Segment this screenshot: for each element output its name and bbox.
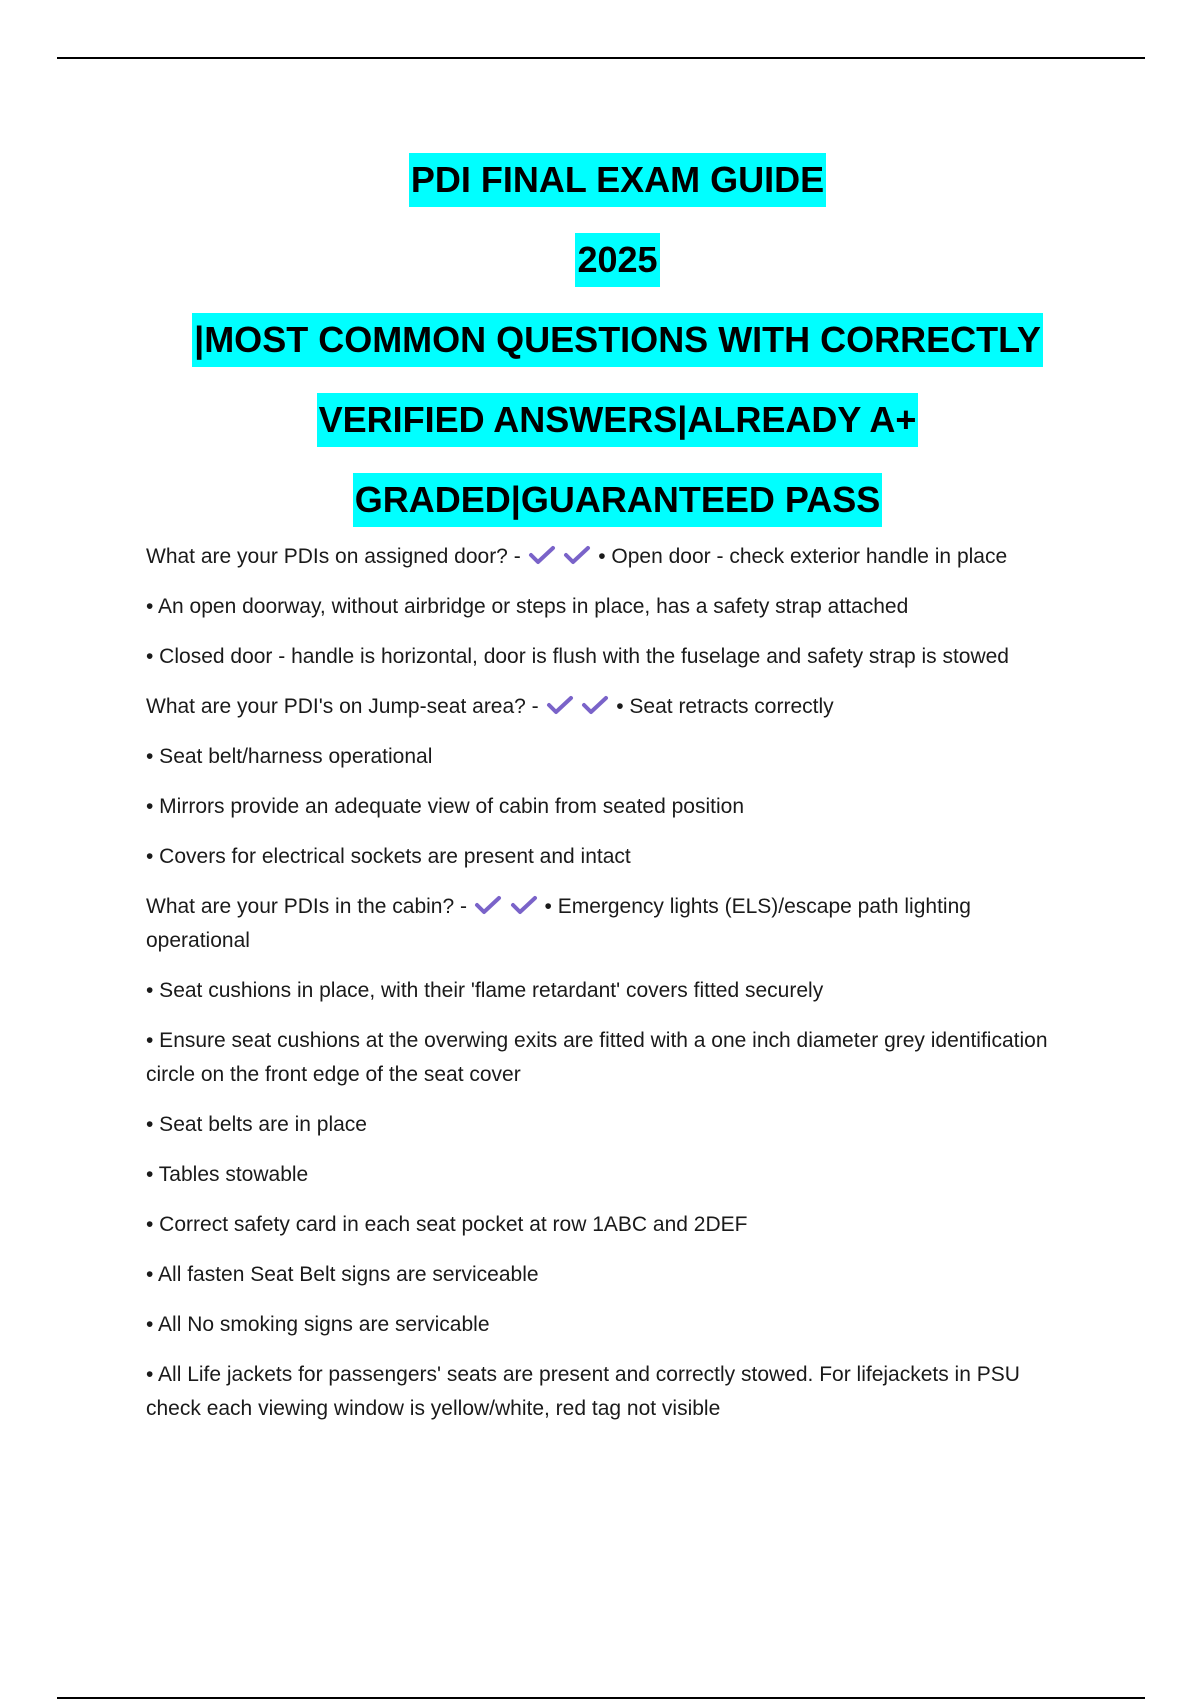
answer-text: • Emergency lights (ELS)/escape path lighting operational <box>146 895 971 952</box>
answer-item: • Correct safety card in each seat pocket at row 1ABC and 2DEF <box>146 1213 748 1236</box>
answer-text: • Open door - check exterior handle in place <box>598 545 1008 568</box>
answer-item: • Tables stowable <box>146 1163 309 1186</box>
document-title <box>0 140 1200 540</box>
answer-item: • Closed door - handle is horizontal, door is flush with the fuselage and safety strap is stowed <box>146 645 1009 668</box>
question-text: What are your PDIs on assigned door? - <box>146 545 521 568</box>
title-line-text: PDI FINAL EXAM GUIDE <box>409 153 826 207</box>
answer-text: • Seat retracts correctly <box>616 695 834 718</box>
title-line <box>0 300 1200 380</box>
answer-item: • Seat belts are in place <box>146 1113 367 1136</box>
question-paragraph <box>146 890 1066 958</box>
answer-item: • All fasten Seat Belt signs are serviceable <box>146 1263 539 1286</box>
answer-item: • Ensure seat cushions at the overwing exits are fitted with a one inch diameter grey identification circle on the front edge of the seat cover <box>146 1029 1048 1086</box>
question-paragraph <box>146 690 1066 724</box>
qa-content <box>146 540 1066 1442</box>
answer-item: • All Life jackets for passengers' seats are present and correctly stowed. For lifejackets in PSU check each viewing window is yellow/white, red tag not visible <box>146 1363 1020 1420</box>
title-line-text: VERIFIED ANSWERS|ALREADY A+ <box>317 393 919 447</box>
answer-item: • Covers for electrical sockets are present and intact <box>146 845 631 868</box>
check-icon <box>562 543 592 567</box>
answer-item: • Seat belt/harness operational <box>146 745 433 768</box>
question-paragraph <box>146 540 1066 574</box>
title-line <box>0 140 1200 220</box>
bottom-rule <box>57 1697 1145 1699</box>
question-text: What are your PDI's on Jump-seat area? - <box>146 695 539 718</box>
title-line <box>0 380 1200 460</box>
answer-item: • An open doorway, without airbridge or steps in place, has a safety strap attached <box>146 595 909 618</box>
check-icon <box>545 693 575 717</box>
title-line <box>0 460 1200 540</box>
title-line-text: GRADED|GUARANTEED PASS <box>353 473 882 527</box>
answer-item: • Mirrors provide an adequate view of cabin from seated position <box>146 795 744 818</box>
check-icon <box>473 893 503 917</box>
question-text: What are your PDIs in the cabin? - <box>146 895 467 918</box>
title-line <box>0 220 1200 300</box>
title-line-text: 2025 <box>575 233 659 287</box>
check-icon <box>527 543 557 567</box>
top-rule <box>57 57 1145 59</box>
answer-item: • Seat cushions in place, with their 'flame retardant' covers fitted securely <box>146 979 824 1002</box>
answer-item: • All No smoking signs are servicable <box>146 1313 490 1336</box>
check-icon <box>580 693 610 717</box>
check-icon <box>509 893 539 917</box>
title-line-text: |MOST COMMON QUESTIONS WITH CORRECTLY <box>192 313 1043 367</box>
